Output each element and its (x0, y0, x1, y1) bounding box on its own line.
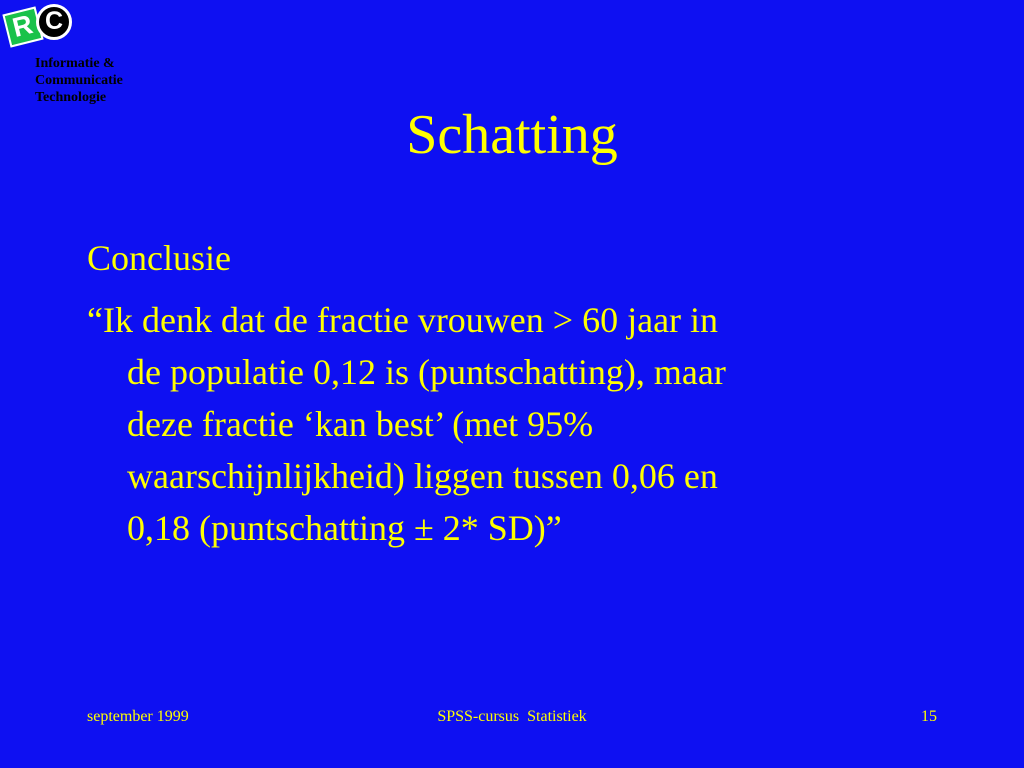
footer-course: SPSS-cursus Statistiek (437, 708, 587, 725)
quote-line: waarschijnlijkheid) liggen tussen 0,06 en (127, 456, 718, 496)
org-line: Communicatie (35, 73, 123, 88)
quote-line: “Ik denk dat de fractie vrouwen > 60 jaar in (87, 300, 719, 340)
rc-logo (6, 4, 76, 48)
slide-title: Schatting (406, 104, 618, 166)
org-line: Technologie (35, 90, 107, 105)
logo-c-letter: C (45, 7, 64, 35)
footer-page-number: 15 (921, 708, 937, 725)
conclusion-heading: Conclusie (87, 238, 231, 278)
logo-r-letter: R (9, 9, 36, 44)
quote-line: de populatie 0,12 is (puntschatting), maar (127, 352, 726, 392)
quote-line: 0,18 (puntschatting ± 2* SD)” (127, 508, 562, 548)
org-line: Informatie & (35, 56, 115, 71)
quote-line: deze fractie ‘kan best’ (met 95% (127, 404, 594, 444)
footer-date: september 1999 (87, 708, 189, 725)
organization-name (35, 55, 123, 106)
slide-body (87, 232, 947, 564)
logo-c-circle (36, 4, 72, 40)
conclusion-quote (87, 294, 947, 554)
